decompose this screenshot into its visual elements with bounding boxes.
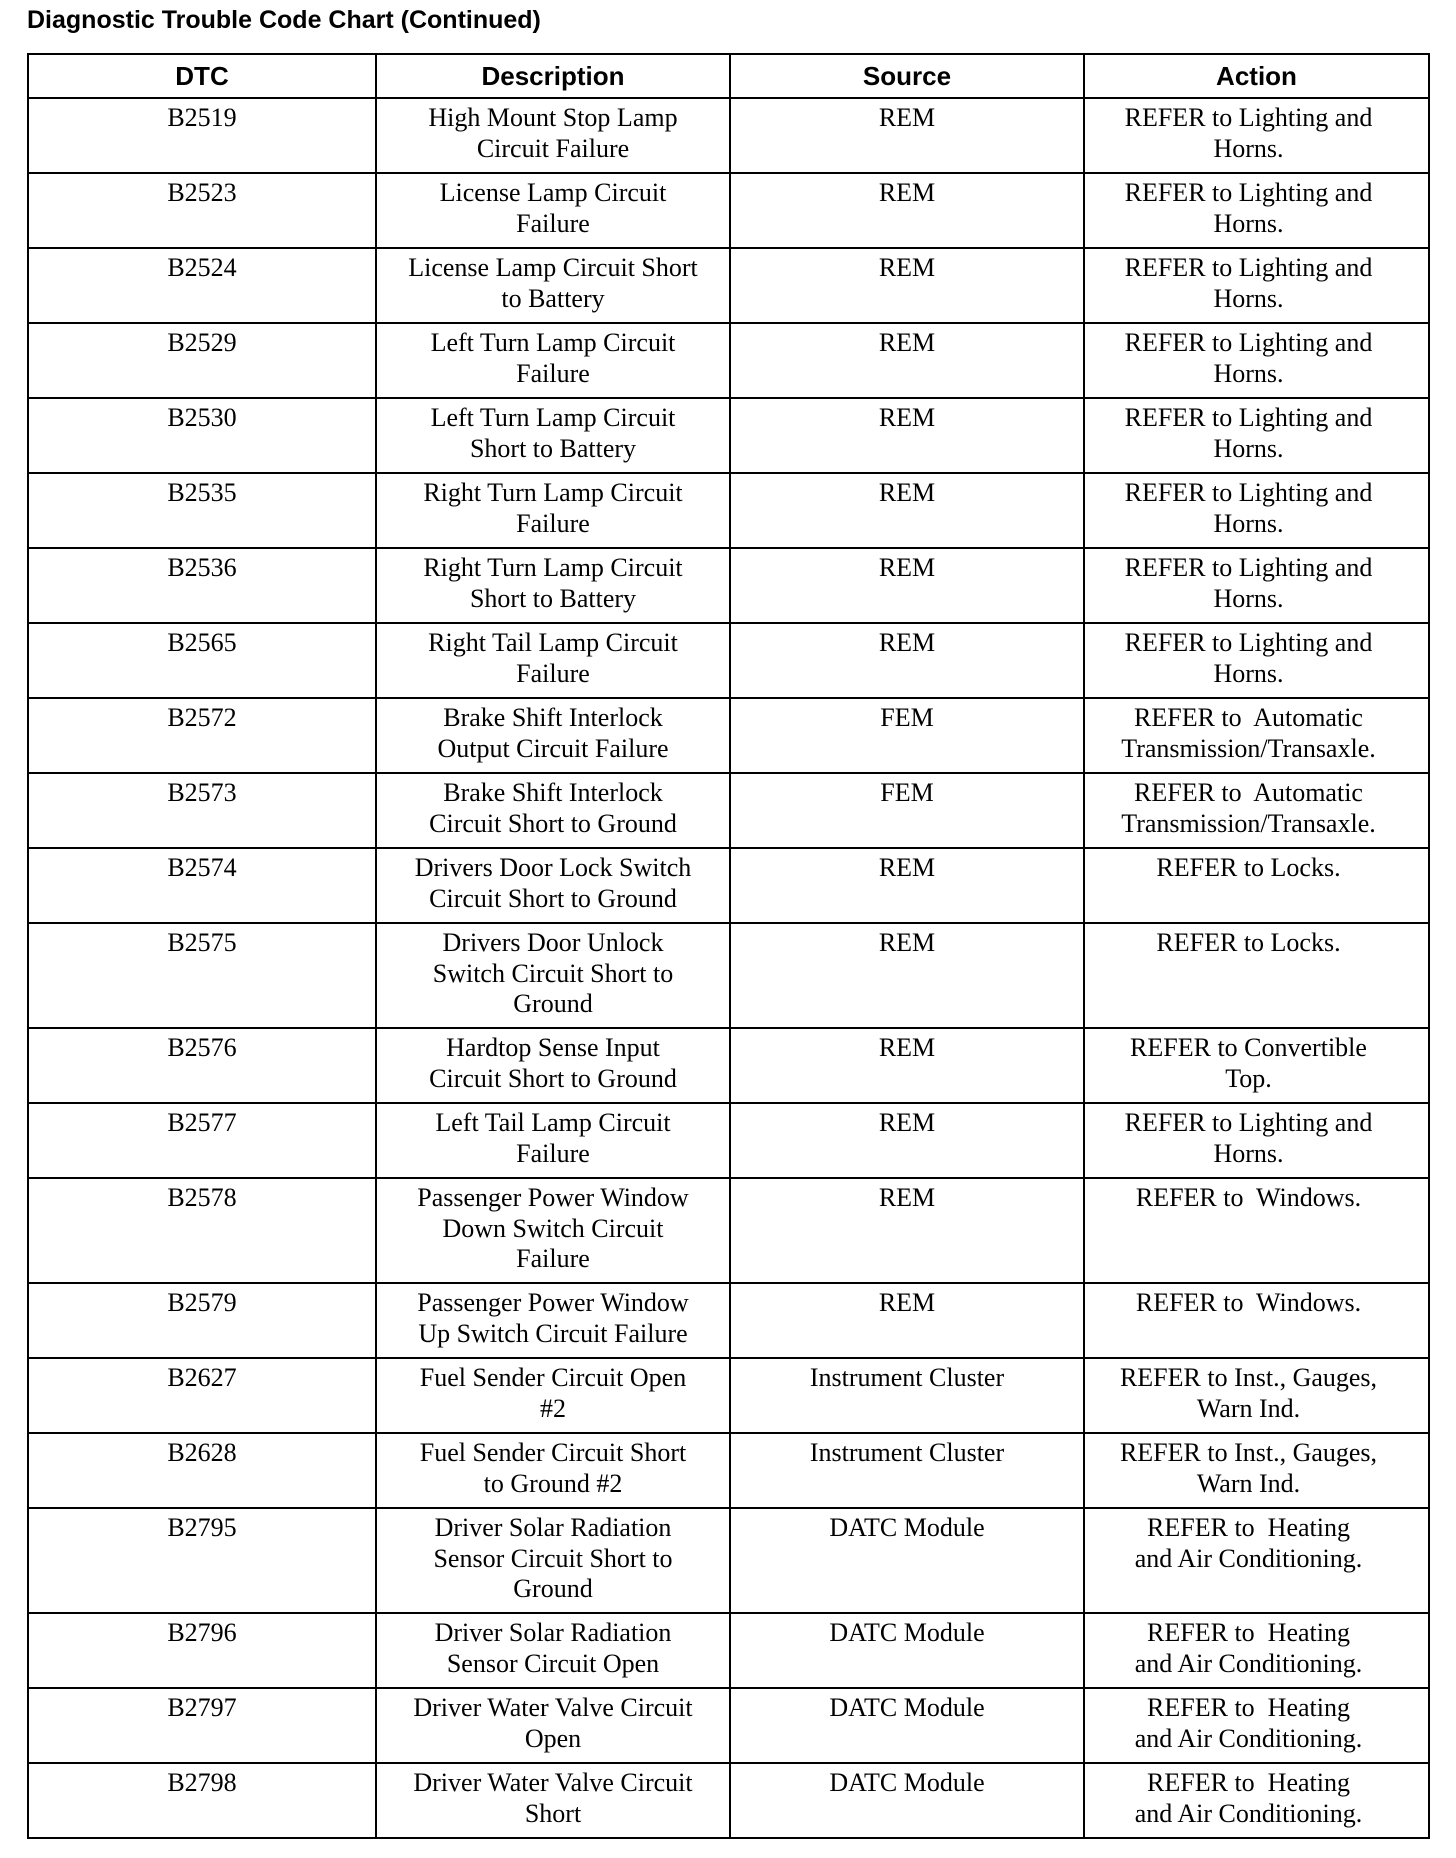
- description-line: Left Turn Lamp Circuit: [430, 403, 676, 432]
- dtc-source: DATC Module: [730, 1688, 1084, 1763]
- dtc-code: B2573: [28, 773, 376, 848]
- action-line: REFER to Lighting and: [1124, 103, 1373, 132]
- table-row: [28, 323, 1429, 398]
- dtc-source: DATC Module: [730, 1508, 1084, 1613]
- description-line: Sensor Circuit Short to: [433, 1543, 673, 1573]
- dtc-description: [376, 1028, 730, 1103]
- action-line: REFER to Heating: [1147, 1693, 1350, 1722]
- action-line: Horns.: [1213, 658, 1284, 688]
- dtc-description: [376, 1613, 730, 1688]
- description-line: Right Turn Lamp Circuit: [423, 553, 683, 582]
- column-header-dtc: DTC: [28, 54, 376, 98]
- action-line: and Air Conditioning.: [1134, 1723, 1363, 1753]
- dtc-code: B2628: [28, 1433, 376, 1508]
- description-line: Failure: [516, 658, 590, 688]
- dtc-source: REM: [730, 98, 1084, 173]
- action-line: REFER to Heating: [1147, 1513, 1350, 1542]
- description-line: Left Tail Lamp Circuit: [435, 1108, 671, 1137]
- dtc-action: [1084, 623, 1429, 698]
- action-line: REFER to Inst., Gauges,: [1119, 1438, 1378, 1467]
- description-line: Brake Shift Interlock: [443, 778, 663, 807]
- dtc-description: [376, 848, 730, 923]
- dtc-code: B2524: [28, 248, 376, 323]
- description-line: Circuit Short to Ground: [429, 883, 677, 913]
- table-row: [28, 98, 1429, 173]
- table-row: [28, 248, 1429, 323]
- action-line: REFER to Lighting and: [1124, 253, 1373, 282]
- description-line: Up Switch Circuit Failure: [418, 1318, 688, 1348]
- table-row: [28, 1613, 1429, 1688]
- dtc-action: [1084, 548, 1429, 623]
- description-line: Driver Water Valve Circuit: [413, 1768, 693, 1797]
- description-line: Fuel Sender Circuit Open: [419, 1363, 687, 1392]
- dtc-description: [376, 923, 730, 1028]
- description-line: Passenger Power Window: [417, 1288, 689, 1317]
- dtc-action: [1084, 248, 1429, 323]
- action-line: REFER to Lighting and: [1124, 178, 1373, 207]
- description-line: High Mount Stop Lamp: [428, 103, 678, 132]
- dtc-action: [1084, 1283, 1429, 1358]
- action-line: REFER to Locks.: [1156, 853, 1341, 882]
- description-line: Ground: [513, 1574, 593, 1603]
- table-row: [28, 1508, 1429, 1613]
- dtc-action: [1084, 473, 1429, 548]
- table-row: [28, 1283, 1429, 1358]
- description-line: #2: [540, 1393, 566, 1423]
- action-line: REFER to Automatic: [1134, 778, 1363, 807]
- table-row: [28, 1433, 1429, 1508]
- action-line: REFER to Lighting and: [1124, 478, 1373, 507]
- action-line: Horns.: [1213, 283, 1284, 313]
- description-line: Failure: [516, 358, 590, 388]
- dtc-description: [376, 623, 730, 698]
- dtc-action: [1084, 698, 1429, 773]
- table-row: [28, 773, 1429, 848]
- action-line: REFER to Lighting and: [1124, 328, 1373, 357]
- dtc-source: REM: [730, 1103, 1084, 1178]
- description-line: Open: [524, 1723, 582, 1753]
- dtc-code: B2523: [28, 173, 376, 248]
- description-line: Driver Solar Radiation: [434, 1618, 672, 1647]
- dtc-description: [376, 1508, 730, 1613]
- dtc-source: FEM: [730, 698, 1084, 773]
- dtc-code: B2576: [28, 1028, 376, 1103]
- table-row: [28, 173, 1429, 248]
- dtc-source: REM: [730, 173, 1084, 248]
- dtc-source: REM: [730, 923, 1084, 1028]
- description-line: Short: [524, 1798, 582, 1828]
- dtc-code: B2795: [28, 1508, 376, 1613]
- dtc-source: DATC Module: [730, 1763, 1084, 1838]
- dtc-code: B2530: [28, 398, 376, 473]
- action-line: REFER to Heating: [1147, 1768, 1350, 1797]
- dtc-code: B2577: [28, 1103, 376, 1178]
- dtc-source: REM: [730, 248, 1084, 323]
- dtc-source: FEM: [730, 773, 1084, 848]
- dtc-description: [376, 1178, 730, 1283]
- dtc-description: [376, 248, 730, 323]
- description-line: Driver Solar Radiation: [434, 1513, 672, 1542]
- action-line: REFER to Lighting and: [1124, 553, 1373, 582]
- action-line: and Air Conditioning.: [1134, 1543, 1363, 1573]
- dtc-action: [1084, 398, 1429, 473]
- dtc-code: B2565: [28, 623, 376, 698]
- action-line: Horns.: [1213, 133, 1284, 163]
- action-line: Horns.: [1213, 583, 1284, 613]
- description-line: License Lamp Circuit Short: [408, 253, 698, 282]
- action-line: Warn Ind.: [1196, 1468, 1301, 1498]
- dtc-description: [376, 1433, 730, 1508]
- action-line: and Air Conditioning.: [1134, 1648, 1363, 1678]
- dtc-action: [1084, 1613, 1429, 1688]
- description-line: Passenger Power Window: [417, 1183, 689, 1212]
- dtc-source: DATC Module: [730, 1613, 1084, 1688]
- dtc-source: REM: [730, 398, 1084, 473]
- table-header-row: [28, 54, 1429, 98]
- dtc-code: B2627: [28, 1358, 376, 1433]
- dtc-action: [1084, 848, 1429, 923]
- description-line: Short to Battery: [469, 433, 637, 463]
- dtc-source: REM: [730, 848, 1084, 923]
- description-line: Fuel Sender Circuit Short: [419, 1438, 687, 1467]
- action-line: Horns.: [1213, 1138, 1284, 1168]
- dtc-description: [376, 98, 730, 173]
- dtc-action: [1084, 923, 1429, 1028]
- dtc-code: B2536: [28, 548, 376, 623]
- description-line: Drivers Door Unlock: [442, 928, 664, 957]
- dtc-action: [1084, 1103, 1429, 1178]
- description-line: Down Switch Circuit: [442, 1213, 664, 1243]
- action-line: Top.: [1225, 1063, 1272, 1093]
- dtc-source: REM: [730, 473, 1084, 548]
- page-title: Diagnostic Trouble Code Chart (Continued): [27, 6, 541, 34]
- dtc-action: [1084, 1028, 1429, 1103]
- dtc-code: B2574: [28, 848, 376, 923]
- dtc-code: B2578: [28, 1178, 376, 1283]
- dtc-description: [376, 1688, 730, 1763]
- description-line: Ground: [513, 989, 593, 1018]
- column-header-source: Source: [730, 54, 1084, 98]
- action-line: Transmission/Transaxle.: [1121, 808, 1376, 838]
- dtc-description: [376, 398, 730, 473]
- dtc-source: REM: [730, 623, 1084, 698]
- dtc-description: [376, 1283, 730, 1358]
- table-row: [28, 548, 1429, 623]
- dtc-description: [376, 1103, 730, 1178]
- dtc-source: REM: [730, 548, 1084, 623]
- description-line: to Ground #2: [483, 1468, 623, 1498]
- action-line: REFER to Convertible: [1130, 1033, 1367, 1062]
- dtc-table: [27, 53, 1430, 1839]
- action-line: Horns.: [1213, 208, 1284, 238]
- action-line: REFER to Locks.: [1156, 928, 1341, 957]
- dtc-code: B2519: [28, 98, 376, 173]
- description-line: Failure: [516, 508, 590, 538]
- dtc-code: B2535: [28, 473, 376, 548]
- description-line: Sensor Circuit Open: [446, 1648, 660, 1678]
- action-line: REFER to Lighting and: [1124, 628, 1373, 657]
- dtc-action: [1084, 1763, 1429, 1838]
- action-line: Horns.: [1213, 433, 1284, 463]
- description-line: Failure: [516, 1138, 590, 1168]
- description-line: Driver Water Valve Circuit: [413, 1693, 693, 1722]
- dtc-action: [1084, 98, 1429, 173]
- table-row: [28, 473, 1429, 548]
- action-line: REFER to Windows.: [1135, 1183, 1362, 1212]
- table-body: [28, 98, 1429, 1838]
- dtc-source: REM: [730, 1178, 1084, 1283]
- table-row: [28, 1103, 1429, 1178]
- table-row: [28, 398, 1429, 473]
- table-row: [28, 848, 1429, 923]
- dtc-code: B2797: [28, 1688, 376, 1763]
- dtc-code: B2796: [28, 1613, 376, 1688]
- dtc-code: B2529: [28, 323, 376, 398]
- action-line: REFER to Lighting and: [1124, 1108, 1373, 1137]
- dtc-code: B2798: [28, 1763, 376, 1838]
- description-line: Failure: [516, 208, 590, 238]
- table-row: [28, 623, 1429, 698]
- description-line: Right Tail Lamp Circuit: [428, 628, 678, 657]
- description-line: Drivers Door Lock Switch: [414, 853, 692, 882]
- description-line: Brake Shift Interlock: [443, 703, 663, 732]
- column-header-action: Action: [1084, 54, 1429, 98]
- description-line: License Lamp Circuit: [439, 178, 667, 207]
- table-row: [28, 1688, 1429, 1763]
- dtc-code: B2572: [28, 698, 376, 773]
- description-line: Switch Circuit Short to: [432, 958, 674, 988]
- dtc-source: REM: [730, 1028, 1084, 1103]
- dtc-description: [376, 698, 730, 773]
- table-row: [28, 923, 1429, 1028]
- action-line: Transmission/Transaxle.: [1121, 733, 1376, 763]
- description-line: to Battery: [501, 283, 605, 313]
- description-line: Left Turn Lamp Circuit: [430, 328, 676, 357]
- description-line: Right Turn Lamp Circuit: [423, 478, 683, 507]
- action-line: Warn Ind.: [1196, 1393, 1301, 1423]
- dtc-action: [1084, 1433, 1429, 1508]
- description-line: Circuit Short to Ground: [429, 1063, 677, 1093]
- description-line: Circuit Failure: [476, 133, 630, 163]
- action-line: REFER to Automatic: [1134, 703, 1363, 732]
- table-row: [28, 1178, 1429, 1283]
- column-header-description: Description: [376, 54, 730, 98]
- dtc-description: [376, 548, 730, 623]
- description-line: Short to Battery: [469, 583, 637, 613]
- dtc-source: REM: [730, 323, 1084, 398]
- action-line: Horns.: [1213, 358, 1284, 388]
- dtc-description: [376, 773, 730, 848]
- action-line: REFER to Lighting and: [1124, 403, 1373, 432]
- dtc-description: [376, 1763, 730, 1838]
- dtc-action: [1084, 1508, 1429, 1613]
- dtc-source: Instrument Cluster: [730, 1358, 1084, 1433]
- dtc-description: [376, 323, 730, 398]
- description-line: Hardtop Sense Input: [446, 1033, 660, 1062]
- description-line: Failure: [516, 1244, 590, 1273]
- dtc-code: B2575: [28, 923, 376, 1028]
- dtc-description: [376, 173, 730, 248]
- action-line: Horns.: [1213, 508, 1284, 538]
- table-row: [28, 1028, 1429, 1103]
- action-line: and Air Conditioning.: [1134, 1798, 1363, 1828]
- description-line: Circuit Short to Ground: [429, 808, 677, 838]
- dtc-action: [1084, 773, 1429, 848]
- dtc-action: [1084, 323, 1429, 398]
- dtc-source: REM: [730, 1283, 1084, 1358]
- dtc-description: [376, 1358, 730, 1433]
- table-row: [28, 698, 1429, 773]
- dtc-description: [376, 473, 730, 548]
- action-line: REFER to Windows.: [1135, 1288, 1362, 1317]
- dtc-action: [1084, 1358, 1429, 1433]
- table-row: [28, 1358, 1429, 1433]
- dtc-source: Instrument Cluster: [730, 1433, 1084, 1508]
- description-line: Output Circuit Failure: [437, 733, 669, 763]
- dtc-action: [1084, 173, 1429, 248]
- action-line: REFER to Heating: [1147, 1618, 1350, 1647]
- table-row: [28, 1763, 1429, 1838]
- dtc-action: [1084, 1178, 1429, 1283]
- dtc-action: [1084, 1688, 1429, 1763]
- dtc-code: B2579: [28, 1283, 376, 1358]
- action-line: REFER to Inst., Gauges,: [1119, 1363, 1378, 1392]
